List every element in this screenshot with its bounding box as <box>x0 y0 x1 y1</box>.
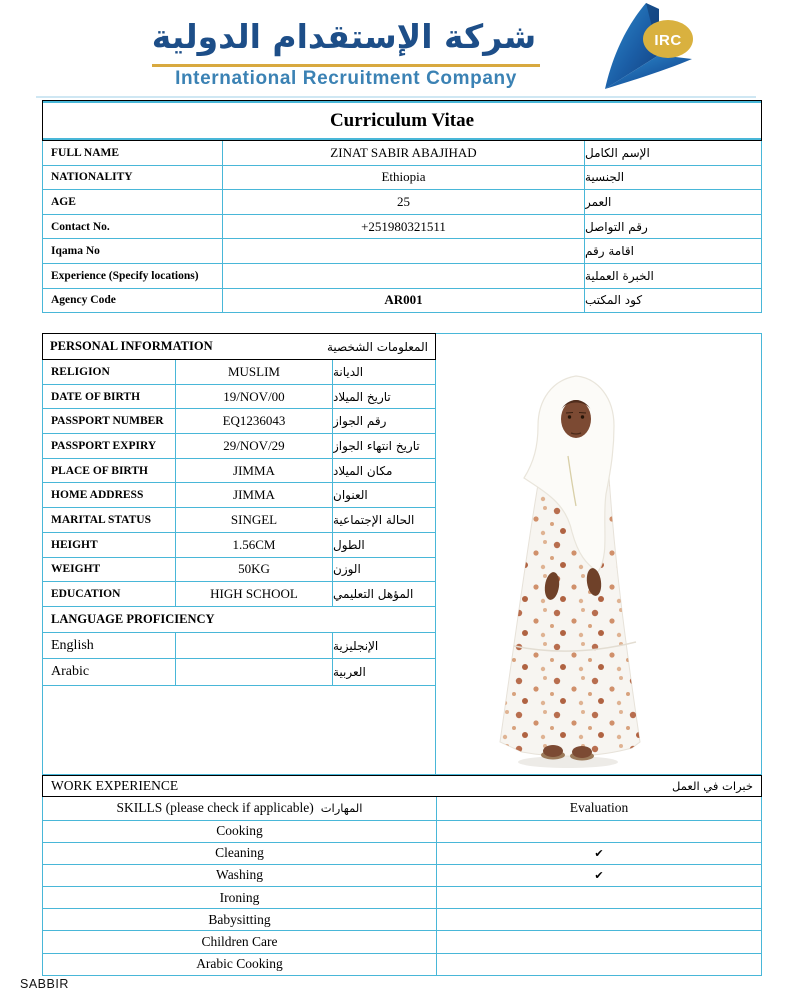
field-value: HIGH SCHOOL <box>176 582 333 607</box>
checkmark-icon: ✔ <box>437 865 762 887</box>
field-value <box>223 239 585 264</box>
gold-divider <box>152 64 540 67</box>
skill-row <box>43 909 762 931</box>
field-label: RELIGION <box>43 360 176 385</box>
irc-logo <box>549 1 694 94</box>
field-label: Experience (Specify locations) <box>43 264 223 289</box>
table-row <box>43 659 436 686</box>
personal-info-table <box>42 360 436 775</box>
field-label: HEIGHT <box>43 533 176 558</box>
skill-check <box>437 821 762 843</box>
work-experience-title-arabic: خبرات في العمل <box>672 779 753 793</box>
table-row <box>43 360 436 385</box>
cv-title: Curriculum Vitae <box>42 100 762 141</box>
table-row <box>43 533 436 558</box>
skills-header-row <box>43 797 762 821</box>
table-row <box>43 141 762 166</box>
language-proficiency-header-row <box>43 607 436 633</box>
field-label: WEIGHT <box>43 558 176 583</box>
skill-row <box>43 954 762 976</box>
field-label: HOME ADDRESS <box>43 483 176 508</box>
field-label: DATE OF BIRTH <box>43 385 176 410</box>
field-label-arabic: العنوان <box>333 483 436 508</box>
field-value: 50KG <box>176 558 333 583</box>
table-row <box>43 239 762 264</box>
skill-row <box>43 821 762 843</box>
skill-row <box>43 931 762 953</box>
field-label: AGE <box>43 190 223 215</box>
field-value: JIMMA <box>176 483 333 508</box>
checkmark-icon: ✔ <box>437 843 762 865</box>
field-value: EQ1236043 <box>176 409 333 434</box>
table-row <box>43 190 762 215</box>
field-label-arabic: رقم التواصل <box>585 215 762 240</box>
skill-row <box>43 843 762 865</box>
field-label-arabic: كود المكتب <box>585 289 762 314</box>
language-label-arabic: العربية <box>333 659 436 686</box>
table-row <box>43 385 436 410</box>
field-label: NATIONALITY <box>43 166 223 191</box>
work-experience-header <box>42 775 762 797</box>
work-experience-title: WORK EXPERIENCE <box>51 778 179 793</box>
skill-check <box>437 931 762 953</box>
skill-check <box>437 954 762 976</box>
table-row <box>43 289 762 314</box>
language-label: Arabic <box>43 659 176 686</box>
field-label: PLACE OF BIRTH <box>43 459 176 484</box>
field-value: Ethiopia <box>223 166 585 191</box>
language-label-arabic: الإنجليزية <box>333 633 436 660</box>
language-label: English <box>43 633 176 660</box>
field-value: ZINAT SABIR ABAJIHAD <box>223 141 585 166</box>
table-row <box>43 508 436 533</box>
field-value: AR001 <box>223 289 585 314</box>
language-proficiency-title: LANGUAGE PROFICIENCY <box>43 607 436 633</box>
skill-name: Arabic Cooking <box>43 954 437 976</box>
personal-info-title-arabic: المعلومات الشخصية <box>327 339 428 354</box>
table-row <box>43 558 436 583</box>
table-row <box>43 409 436 434</box>
language-value <box>176 633 333 660</box>
irc-logo-graphic <box>549 1 694 94</box>
field-label: FULL NAME <box>43 141 223 166</box>
personal-info-header <box>42 333 436 360</box>
table-row <box>43 459 436 484</box>
table-row <box>43 483 436 508</box>
field-value: 29/NOV/29 <box>176 434 333 459</box>
field-label: PASSPORT NUMBER <box>43 409 176 434</box>
field-label-arabic: الجنسية <box>585 166 762 191</box>
field-value: +251980321511 <box>223 215 585 240</box>
table-row <box>43 166 762 191</box>
field-value: 25 <box>223 190 585 215</box>
skill-name: Ironing <box>43 887 437 909</box>
field-value: MUSLIM <box>176 360 333 385</box>
field-label: MARITAL STATUS <box>43 508 176 533</box>
footer-name: SABBIR <box>20 977 69 991</box>
field-label-arabic: مكان الميلاد <box>333 459 436 484</box>
skill-name: Cooking <box>43 821 437 843</box>
field-label-arabic: المؤهل التعليمي <box>333 582 436 607</box>
evaluation-header: Evaluation <box>437 797 762 821</box>
skill-name: Cleaning <box>43 843 437 865</box>
field-label: Agency Code <box>43 289 223 314</box>
header-bottom-rule <box>36 96 756 98</box>
applicant-photo-figure <box>436 334 762 774</box>
skill-name: Children Care <box>43 931 437 953</box>
field-value: 19/NOV/00 <box>176 385 333 410</box>
field-value: 1.56CM <box>176 533 333 558</box>
applicant-photo <box>436 333 762 775</box>
company-name-arabic: شركة الإستقدام الدولية <box>151 17 537 56</box>
table-row <box>43 633 436 660</box>
language-value <box>176 659 333 686</box>
table-row <box>43 215 762 240</box>
field-label-arabic: تاريخ الميلاد <box>333 385 436 410</box>
field-value: JIMMA <box>176 459 333 484</box>
skills-header-text: SKILLS (please check if applicable) <box>116 800 314 816</box>
field-label: Contact No. <box>43 215 223 240</box>
field-label: PASSPORT EXPIRY <box>43 434 176 459</box>
field-value: SINGEL <box>176 508 333 533</box>
skills-header-arabic: المهارات <box>320 801 363 816</box>
field-label-arabic: الإسم الكامل <box>585 141 762 166</box>
field-label: Iqama No <box>43 239 223 264</box>
field-label: EDUCATION <box>43 582 176 607</box>
field-label-arabic: الديانة <box>333 360 436 385</box>
table-row <box>43 582 436 607</box>
skill-row <box>43 887 762 909</box>
table-row <box>43 434 436 459</box>
skill-name: Babysitting <box>43 909 437 931</box>
field-label-arabic: الخبرة العملية <box>585 264 762 289</box>
skill-name: Washing <box>43 865 437 887</box>
field-label-arabic: رقم الجواز <box>333 409 436 434</box>
field-label-arabic: الطول <box>333 533 436 558</box>
cv-table <box>42 141 762 313</box>
field-label-arabic: العمر <box>585 190 762 215</box>
field-label-arabic: الوزن <box>333 558 436 583</box>
field-label-arabic: اقامة رقم <box>585 239 762 264</box>
field-label-arabic: الحالة الإجتماعية <box>333 508 436 533</box>
skill-check <box>437 909 762 931</box>
skills-table <box>42 797 762 976</box>
skills-header-cell <box>43 797 437 821</box>
company-name-english: International Recruitment Company <box>175 68 517 89</box>
irc-logo-text: IRC <box>654 32 682 49</box>
field-label-arabic: تاريخ انتهاء الجواز <box>333 434 436 459</box>
empty-cell <box>43 686 436 775</box>
personal-info-title: PERSONAL INFORMATION <box>50 339 213 353</box>
skill-row <box>43 865 762 887</box>
skill-check <box>437 887 762 909</box>
field-value <box>223 264 585 289</box>
table-row <box>43 264 762 289</box>
